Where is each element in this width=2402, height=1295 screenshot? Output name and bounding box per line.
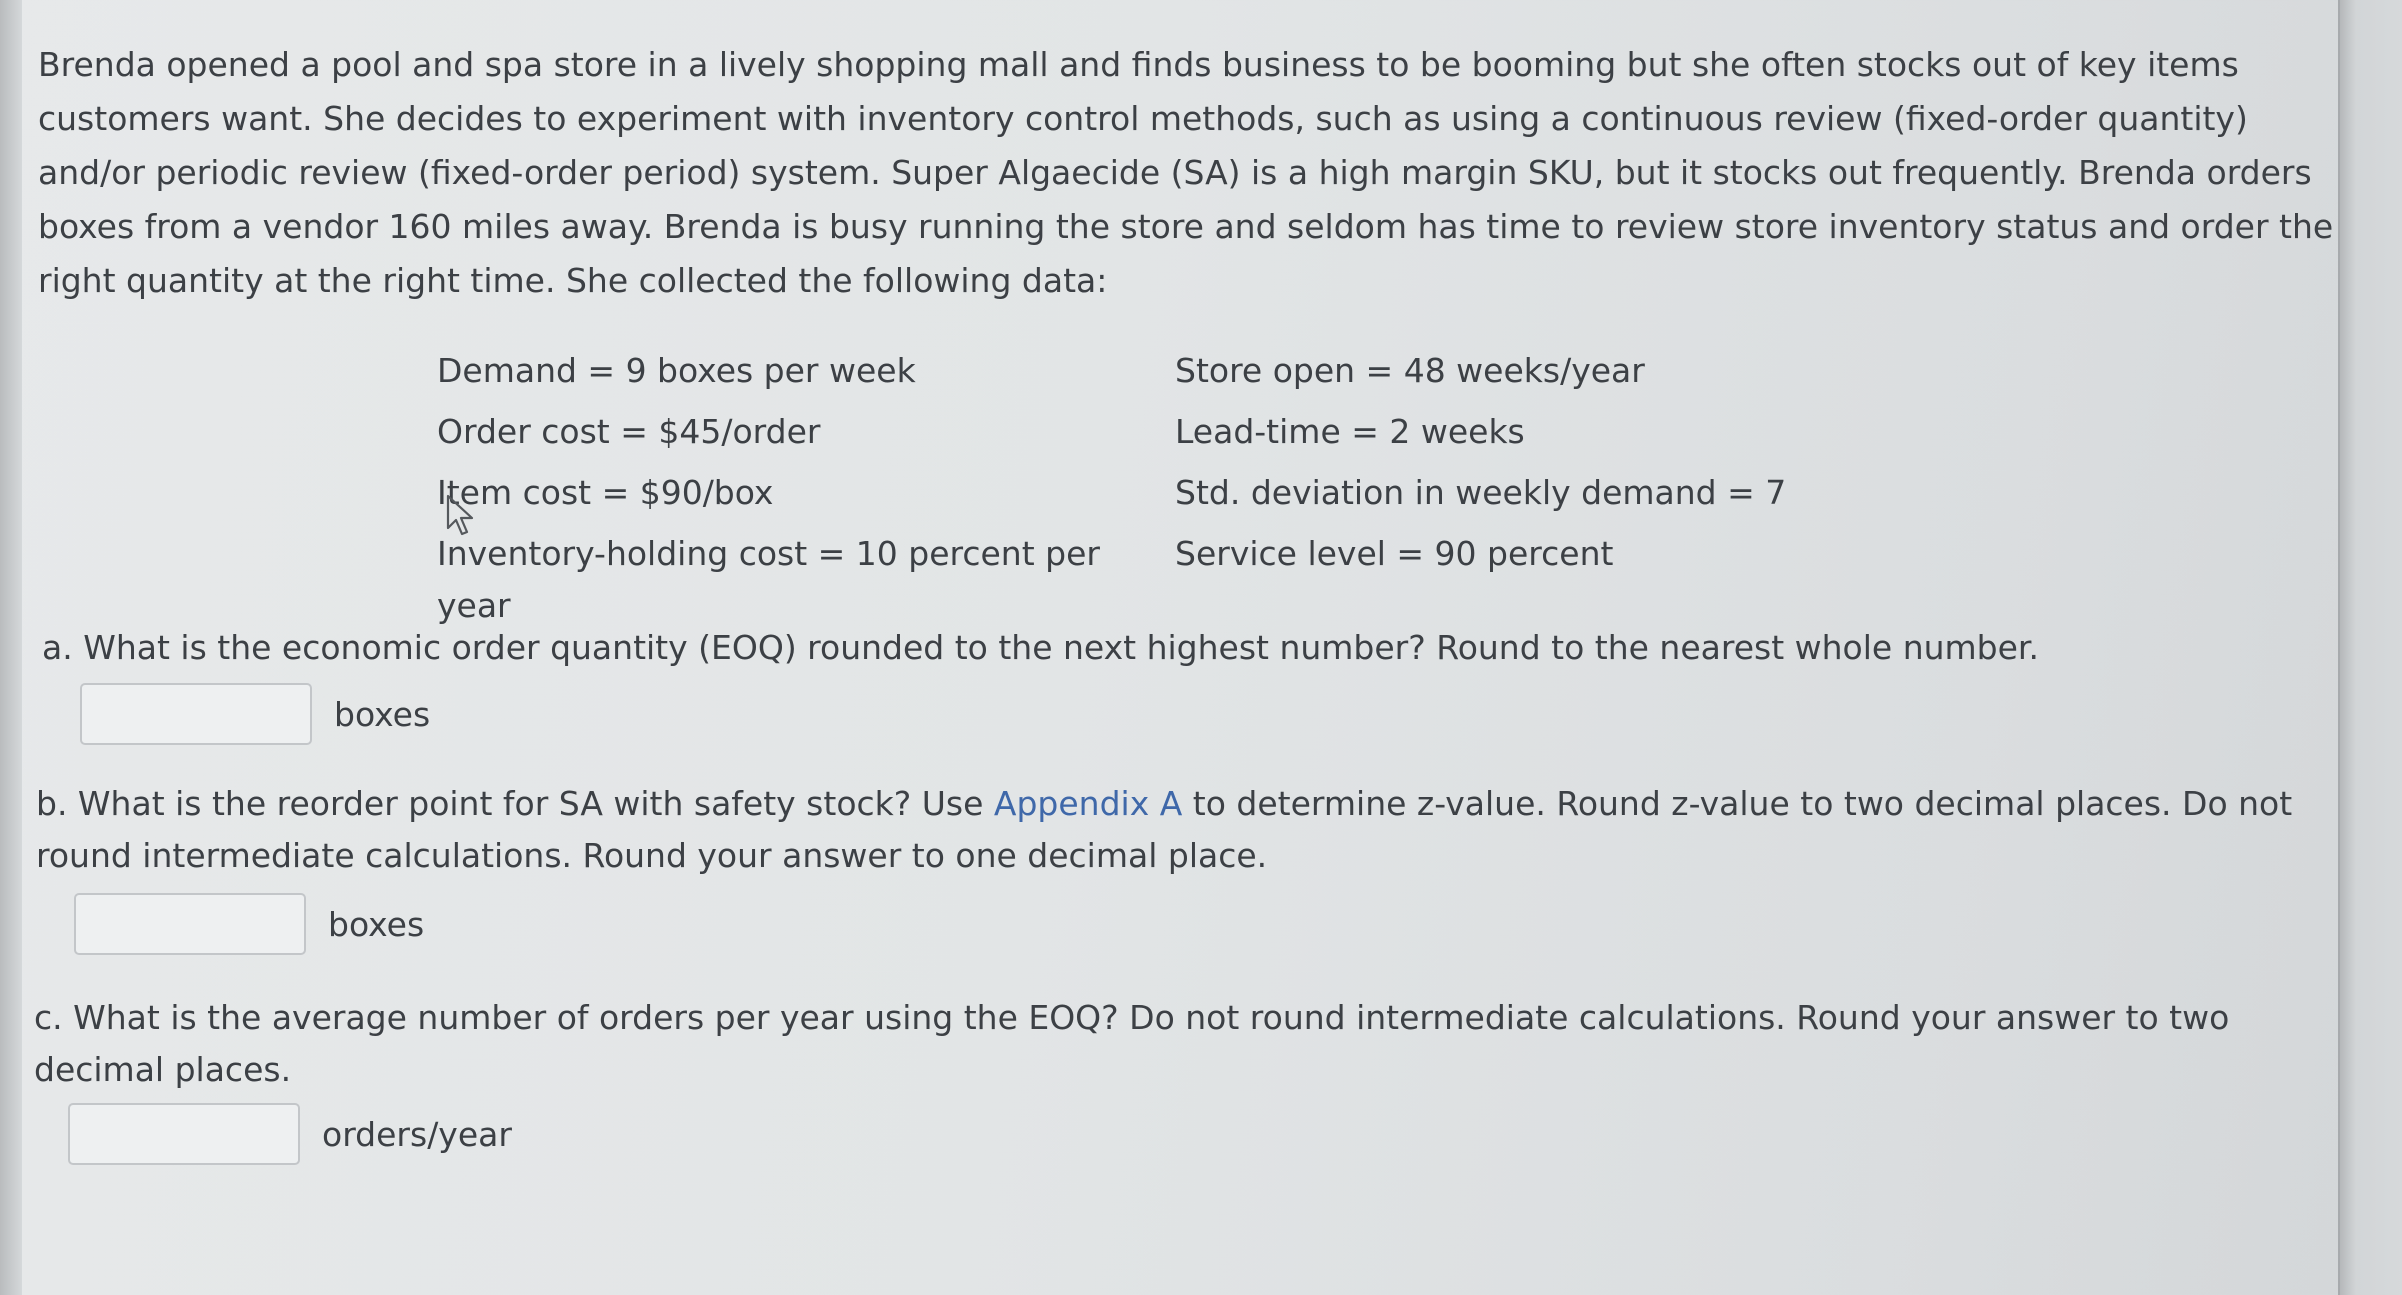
question-b (36, 778, 2326, 882)
answer-c-unit: orders/year (322, 1114, 512, 1154)
question-a-text: What is the economic order quantity (EOQ) rounded to the next highest number? Round to the nearest whole number. (72, 628, 2039, 667)
holding-cost-value: Inventory-holding cost = 10 percent per year (437, 534, 1100, 625)
appendix-a-link[interactable]: Appendix A (993, 784, 1183, 823)
answer-row-a (80, 683, 430, 745)
question-c-text: What is the average number of orders per year using the EOQ? Do not round intermediate calculations. Round your answer to two decimal places. (34, 998, 2230, 1089)
question-b-letter: b. (36, 784, 68, 823)
answer-b-input[interactable] (74, 893, 306, 955)
answer-c-input[interactable] (68, 1103, 300, 1165)
question-b-text-after: to determine z-value. Round z-value to two decimal places. Do not round intermediate calculations. Round your answer to one decimal place. (36, 784, 2293, 875)
right-page-edge (2338, 0, 2402, 1295)
question-c-letter: c. (34, 998, 63, 1037)
service-level-value: Service level = 90 percent (1175, 534, 1614, 573)
std-dev-value: Std. deviation in weekly demand = 7 (1175, 473, 1787, 512)
demand-value: Demand = 9 boxes per week (437, 351, 916, 390)
problem-intro: Brenda opened a pool and spa store in a lively shopping mall and finds business to be booming but she often stocks out of key items customers want. She decides to experiment with inventory control methods, such as using a continuous review (fixed-order quantity) and/or periodic review (fixed-order period) system. Super Algaecide (SA) is a high margin SKU, but it stocks out frequently. Brenda orders boxes from a vendor 160 miles away. Brenda is busy running the store and seldom has time to review store inventory status and order the right quantity at the right time. She collected the following data: (38, 45, 2334, 300)
left-page-edge (0, 0, 22, 1295)
answer-a-input[interactable] (80, 683, 312, 745)
mouse-pointer-icon (446, 494, 476, 538)
question-a (42, 622, 2332, 674)
answer-b-unit: boxes (328, 904, 425, 944)
question-panel (22, 0, 2338, 1295)
store-open-value: Store open = 48 weeks/year (1175, 351, 1645, 390)
item-cost-value: Item cost = $90/box (437, 473, 774, 512)
question-c (34, 992, 2324, 1096)
question-b-text-before: What is the reorder point for SA with safety stock? Use (67, 784, 994, 823)
data-table (437, 345, 1795, 625)
question-a-letter: a. (42, 628, 73, 667)
answer-a-unit: boxes (334, 694, 431, 734)
order-cost-value: Order cost = $45/order (437, 412, 821, 451)
answer-row-c (68, 1103, 512, 1165)
lead-time-value: Lead-time = 2 weeks (1175, 412, 1525, 451)
answer-row-b (74, 893, 424, 955)
